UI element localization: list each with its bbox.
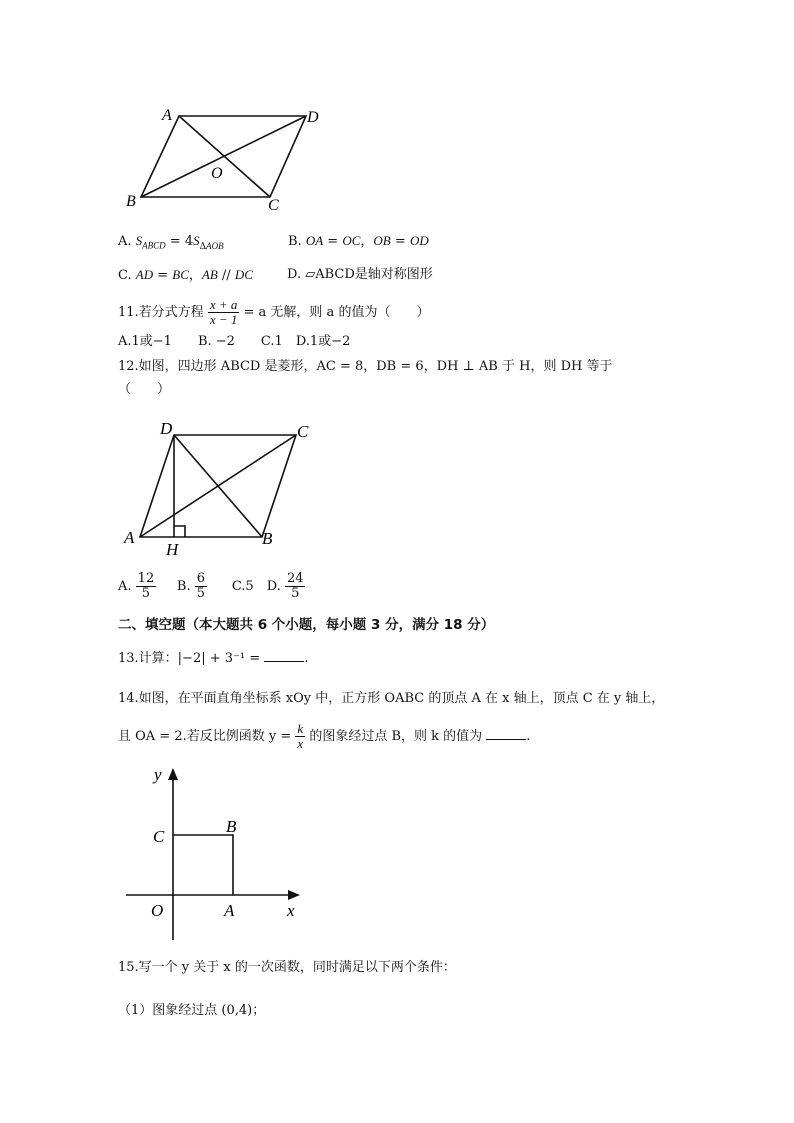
q13-answer-blank[interactable] — [264, 649, 304, 662]
label-o: O — [151, 901, 164, 920]
q14-answer-blank[interactable] — [486, 727, 526, 740]
q12-option-d-fraction — [285, 572, 306, 601]
q12-option-b — [176, 571, 211, 601]
numerator: 6 — [196, 571, 205, 586]
q15-condition-1: （1）图象经过点 (0,4)； — [118, 1003, 266, 1018]
q11-prefix: 11.若分式方程 — [118, 305, 204, 320]
x-axis-arrow — [288, 890, 300, 900]
q15-stem-line1: 15.写一个 y 关于 x 的一次函数，同时满足以下两个条件： — [118, 960, 456, 975]
label-a: A — [162, 107, 172, 124]
q11-fraction-denominator: x − 1 — [209, 312, 238, 327]
q12-option-a — [118, 571, 160, 601]
diagonal-db — [174, 435, 262, 537]
y-axis-arrow — [168, 768, 178, 780]
q13-stem: 13.计算：|−2| + 3⁻¹ = . — [118, 651, 309, 666]
q11-options: A.1或−1 B. −2 C.1 D.1或−2 — [118, 334, 351, 349]
q10-option-a: A. $S_{ABCD} = 4S_{\Delta AOB}$ — [118, 233, 224, 252]
numerator: k — [297, 721, 304, 736]
label-b: B — [126, 193, 136, 210]
q14-line2-suffix: 的图象经过点 B，则 k 的值为 — [309, 729, 483, 744]
q12-option-b-fraction — [195, 572, 207, 601]
q13-text: 13.计算：|−2| + 3⁻¹ = — [118, 651, 261, 666]
label-a: A — [224, 901, 235, 920]
q12-option-a-label: A. — [118, 579, 132, 594]
q11-fraction — [208, 298, 240, 327]
denominator: 5 — [196, 586, 205, 601]
square-sides — [173, 835, 233, 895]
q12-stem-line1: 12.如图，四边形 ABCD 是菱形，AC = 8，DB = 6，DH ⊥ AB 于 H，则 DH 等于 — [118, 359, 613, 374]
q11-fraction-numerator: x + a — [209, 297, 238, 312]
q10-option-c: C. AD = BC，AB // DC — [118, 267, 253, 283]
label-c: C — [268, 197, 279, 214]
figure-rhombus — [118, 415, 328, 565]
q11-stem — [118, 298, 429, 327]
label-c: C — [297, 422, 309, 441]
figure-coordinate-square — [120, 762, 320, 942]
q10-option-d: D. ▱ABCD是轴对称图形 — [287, 267, 433, 282]
q14-fraction — [295, 722, 305, 751]
label-a: A — [124, 528, 135, 547]
denominator: 5 — [141, 586, 151, 601]
numerator: 12 — [137, 571, 155, 586]
diagonal-bd — [141, 116, 306, 197]
q12-option-b-label: B. — [176, 579, 191, 594]
label-x: x — [287, 901, 295, 920]
q12-option-cd-label: C.5 D. — [231, 579, 281, 594]
denominator: 5 — [291, 586, 300, 601]
section-title: 二、填空题（本大题共 6 个小题，每小题 3 分，满分 18 分） — [118, 617, 495, 633]
label-o: O — [211, 165, 223, 182]
q11-suffix: = a 无解，则 a 的值为（ ） — [243, 305, 430, 320]
q12-stem-line2: （ ） — [118, 382, 171, 397]
q14-line2-prefix: 且 OA = 2.若反比例函数 y = — [118, 729, 292, 744]
q14-stem-line1: 14.如图，在平面直角坐标系 xOy 中，正方形 OABC 的顶点 A 在 x 轴上，顶点 C 在 y 轴上， — [118, 691, 665, 706]
numerator: 24 — [286, 571, 304, 586]
label-d: D — [160, 419, 173, 438]
q12-option-cd — [231, 571, 306, 601]
q14-stem-line2: 且 OA = 2.若反比例函数 y = $\frac{k}{x}$ 的图象经过点 B，则 k 的值为 . — [118, 721, 531, 751]
figure-parallelogram — [120, 100, 340, 215]
label-h: H — [166, 540, 179, 559]
label-b: B — [262, 529, 273, 548]
label-b: B — [226, 817, 237, 836]
q12-option-a-fraction — [136, 572, 157, 601]
label-y: y — [154, 765, 162, 784]
q10-option-b: B. OA = OC，OB = OD — [288, 233, 429, 249]
label-c: C — [153, 827, 165, 846]
label-d: D — [307, 109, 319, 126]
q12-options — [118, 572, 305, 612]
right-angle-mark — [174, 526, 185, 537]
denominator: x — [297, 736, 304, 751]
